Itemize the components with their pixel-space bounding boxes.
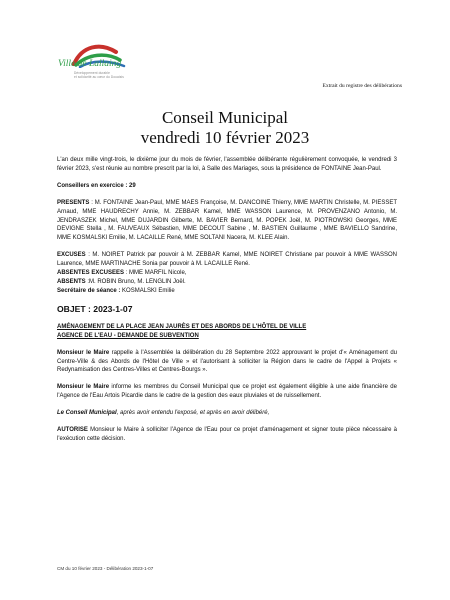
para1-text: rappelle à l'Assemblée la délibération du 28 Septembre 2022 approuvant le projet d'« Aménagement du Centre-Ville & des Abords de l'Hôtel de Ville » et l'autorisant à solliciter la Région dans le cadre de l'Appel à Projets « Redynamisation des Centres-Villes et Centres-Bourgs ».: [57, 349, 397, 374]
presents-paragraph: [57, 199, 397, 244]
para1-bold: Monsieur le Maire: [57, 349, 110, 356]
logo-text: Ville de Lallaing: [58, 59, 122, 69]
page-footer: CM du 10 février 2023 - Délibération 2023-1-07: [57, 566, 154, 571]
presents-text: : M. FONTAINE Jean-Paul, MME MAES Françoise, M. DANCOINE Thierry, MME MARTIN Christelle, M. PIESSET Arnaud, MME HAUDRECHY Annie, M. ZEBBAR Kamel, MME WASSON Laurence, M. PROVENZANO Antonio, M. JENDRASZEK Michel, MME DUJARDIN Gilberte, M. BAVIER Bernard, M. POPEK Joël, M. PIOTROWSKI Georges, MME DEVIGNE Stella , M. FAUVEAUX Sébastien, MME DECOUT Sabine , M. BASTIEN Guillaume , MME BAVIELLO Sandrine, MME KOSMALSKI Emilie, M. LACAILLE René, MME SOLTANI Nacera, M. KLEE Alain.: [57, 199, 397, 242]
secretaire-line: [57, 287, 397, 296]
para2-text: informe les membres du Conseil Municipal que ce projet est également éligible à une aide financière de l'Agence de l'Eau Artois Picardie dans le cadre de la gestion des eaux pluviales et de ruissellement.: [57, 384, 397, 400]
para3-bold: Le Conseil Municipal: [57, 410, 117, 417]
paragraph-rappel: [57, 349, 397, 376]
paragraph-autorise: [57, 426, 397, 444]
conseillers-label: Conseillers en exercice : 29: [57, 182, 136, 189]
logo-subtitle-line2: et solidarité au cœur du Douaisis: [74, 75, 124, 79]
absents-line: [57, 278, 397, 287]
register-extract-label: Extrait du registre des délibérations: [322, 83, 402, 89]
para3-text: , après avoir entendu l'exposé, et après en avoir délibéré,: [116, 410, 270, 417]
excuses-text: : M. NOIRET Patrick par pouvoir à M. ZEBBAR Kamel, MME NOIRET Christiane par pouvoir à MME WASSON Laurence, MME MARTINACHE Sonia par pouvoir à M. LACAILLE René.: [57, 252, 397, 268]
excuses-label: EXCUSES: [57, 252, 86, 259]
title-line-1: Conseil Municipal: [161, 108, 289, 127]
para4-text: Monsieur le Maire à solliciter l'Agence de l'Eau pour ce projet d'aménagement et signer toute pièce nécessaire à l'exécution cette décision.: [57, 427, 397, 442]
paragraph-informe: [57, 383, 397, 401]
logo-subtitle-line1: Développement durable: [74, 71, 110, 75]
secretaire-label: Secrétaire de séance :: [57, 287, 121, 294]
absentes-excusees-label: ABSENTES EXCUSEES: [57, 270, 125, 277]
conseillers-line: [57, 182, 397, 191]
excuses-paragraph: [57, 251, 397, 269]
secretaire-text: KOSMALSKI Emilie: [120, 287, 175, 294]
title-line-2: vendredi 10 février 2023: [140, 128, 310, 147]
paragraph-deliberation: [57, 409, 397, 418]
subject-line-2: AGENCE DE L'EAU - DEMANDE DE SUBVENTION: [57, 332, 199, 339]
absents-label: ABSENTS: [57, 278, 86, 285]
city-logo: [54, 38, 144, 98]
para2-bold: Monsieur le Maire: [57, 384, 110, 391]
subject-line-1: AMÉNAGEMENT DE LA PLACE JEAN JAURÈS ET DES ABORDS DE L'HÔTEL DE VILLE: [57, 323, 307, 330]
page-title: [0, 108, 450, 148]
objet-heading: OBJET : 2023-1-07: [57, 303, 133, 314]
absentes-excusees-text: : MME MARFIL Nicole,: [124, 270, 187, 277]
para4-bold: AUTORISE: [57, 427, 88, 434]
deliberation-body: [57, 156, 397, 444]
intro-paragraph: L'an deux mille vingt-trois, le dixième jour du mois de février, l'assemblée délibérante régulièrement convoquée, le vendredi 3 février 2023, s'est réunie au nombre prescrit par la loi, à Salle des Mariages, sous la présidence de FONTAINE Jean-Paul.: [57, 157, 397, 172]
absents-text: :M. ROBIN Bruno, M. LENGLIN Joël.: [85, 278, 186, 285]
presents-label: PRESENTS: [57, 199, 90, 206]
absentes-excusees-line: [57, 269, 397, 278]
